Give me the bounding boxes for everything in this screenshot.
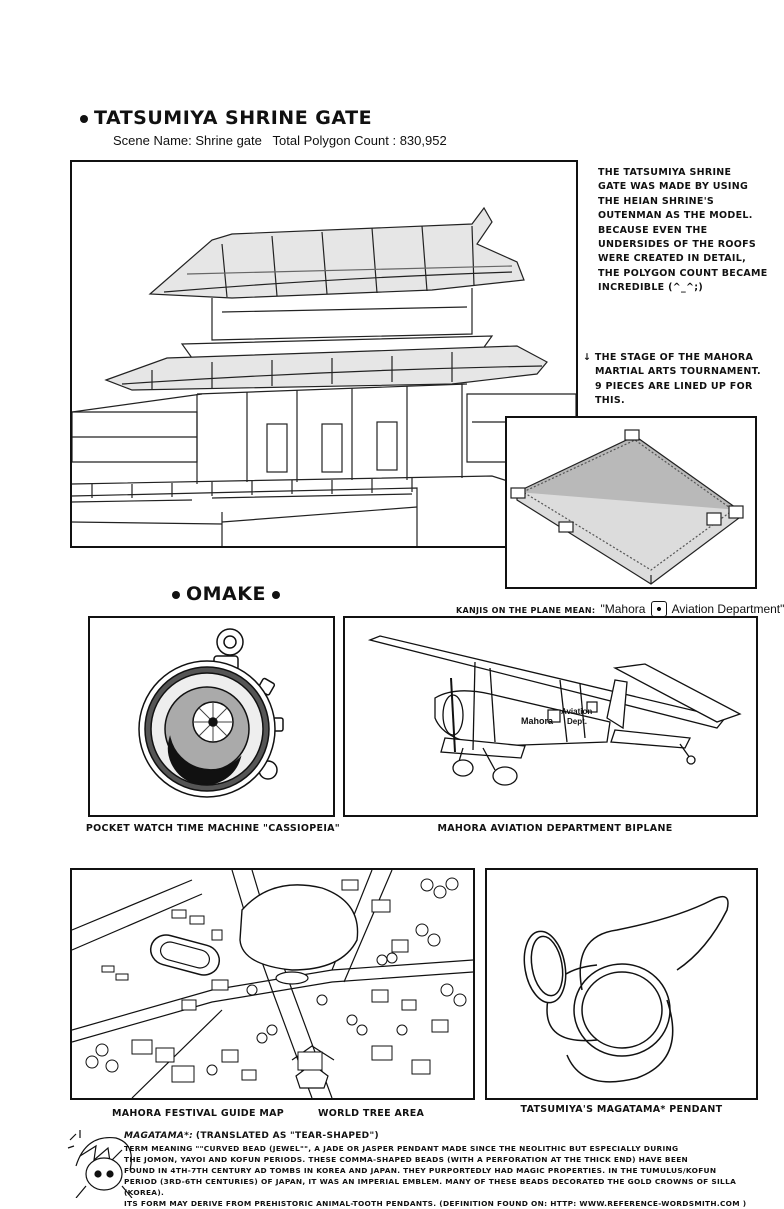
plane-text-aviation: Aviation <box>561 707 593 716</box>
biplane-panel <box>343 616 758 817</box>
shrine-gate-illustration <box>72 162 576 546</box>
tree-caption: WORLD TREE AREA <box>318 1108 425 1119</box>
stage-panel <box>505 416 757 589</box>
pocket-watch-illustration <box>90 618 333 815</box>
magatama-definition: MAGATAMA*: (TRANSLATED AS "TEAR-SHAPED") TERM MEANING ""CURVED BEAD (JEWEL"", A JADE OR JASPER PENDANT MADE SINCE THE NEOLITHIC BUT ESPECIALLY DURING THE JOMON, YAYOI AND KOFUN PERIODS. THESE COMMA-SHAPED BEADS (WITH A PERFORATION AT THE THICK END) HAVE BEEN FOUND IN 4TH-7TH CENTURY AD TOMBS IN KOREA AND JAPAN. THEY PURPORTEDLY HAD MAGIC PROPERTIES. IN THE TUMULUS/KOFUN PERIOD (3RD-6TH CENTURIES) OF JAPAN, IT WAS AN IMPERIAL EMBLEM. MANY OF THESE BEADS DECORATED THE GOLD CROWNS OF SILLA (KOREA). ITS FORM MAY DERIVE FROM PREHISTORIC ANIMAL-TOOTH PENDANTS. (DEFINITION FOUND ON: HTTP: WWW.REFERENCE-WORDSMITH.COM ) <box>124 1131 747 1208</box>
definition-translation: (TRANSLATED AS "TEAR-SHAPED") <box>195 1131 379 1141</box>
stage-note: ↓ THE STAGE OF THE MAHORA MARTIAL ARTS TOURNAMENT. 9 PIECES ARE LINED UP FOR THIS. <box>583 352 761 407</box>
down-arrow-icon: ↓ <box>583 352 592 363</box>
pendant-caption: TATSUMIYA'S MAGATAMA* PENDANT <box>520 1104 723 1115</box>
definition-term: MAGATAMA*: <box>124 1131 194 1141</box>
scene-label: Scene Name: <box>113 133 192 148</box>
plane-text-mahora: Mahora <box>521 716 554 726</box>
bullet-icon <box>172 591 180 599</box>
shrine-section-title: TATSUMIYA SHRINE GATE <box>80 107 372 129</box>
aviation-kanji-emblem-icon <box>651 601 667 617</box>
plane-text-dept: Dept. <box>567 717 587 726</box>
plane-caption: MAHORA AVIATION DEPARTMENT BIPLANE <box>437 823 673 834</box>
scene-info <box>113 133 447 148</box>
scene-name: Shrine gate <box>195 133 262 148</box>
stage-illustration <box>507 418 755 587</box>
shrine-note: THE TATSUMIYA SHRINE GATE WAS MADE BY USING THE HEIAN SHRINE'S OUTENMAN AS THE MODEL. BECAUSE EVEN THE UNDERSIDES OF THE ROOFS WERE CREATED IN DETAIL, THE POLYGON COUNT BECAME INCREDIBLE (^_^;) <box>598 167 768 294</box>
polygon-count: 830,952 <box>399 133 447 148</box>
kanji-note: KANJIS ON THE PLANE MEAN: "Mahora Aviation Department" <box>456 602 784 616</box>
pocket-watch-panel <box>88 616 335 817</box>
omake-title: OMAKE <box>166 583 286 605</box>
shrine-gate-panel <box>70 160 578 548</box>
festival-map-illustration <box>72 870 473 1098</box>
biplane-illustration <box>345 618 756 815</box>
polygon-label: Total Polygon Count : <box>272 133 397 148</box>
magatama-pendant-illustration <box>487 870 756 1098</box>
map-caption: MAHORA FESTIVAL GUIDE MAP <box>112 1108 285 1119</box>
festival-map-panel <box>70 868 475 1100</box>
bullet-icon <box>80 115 88 123</box>
pendant-panel <box>485 868 758 1100</box>
watch-caption: POCKET WATCH TIME MACHINE "CASSIOPEIA" <box>85 823 341 834</box>
bullet-icon <box>272 591 280 599</box>
